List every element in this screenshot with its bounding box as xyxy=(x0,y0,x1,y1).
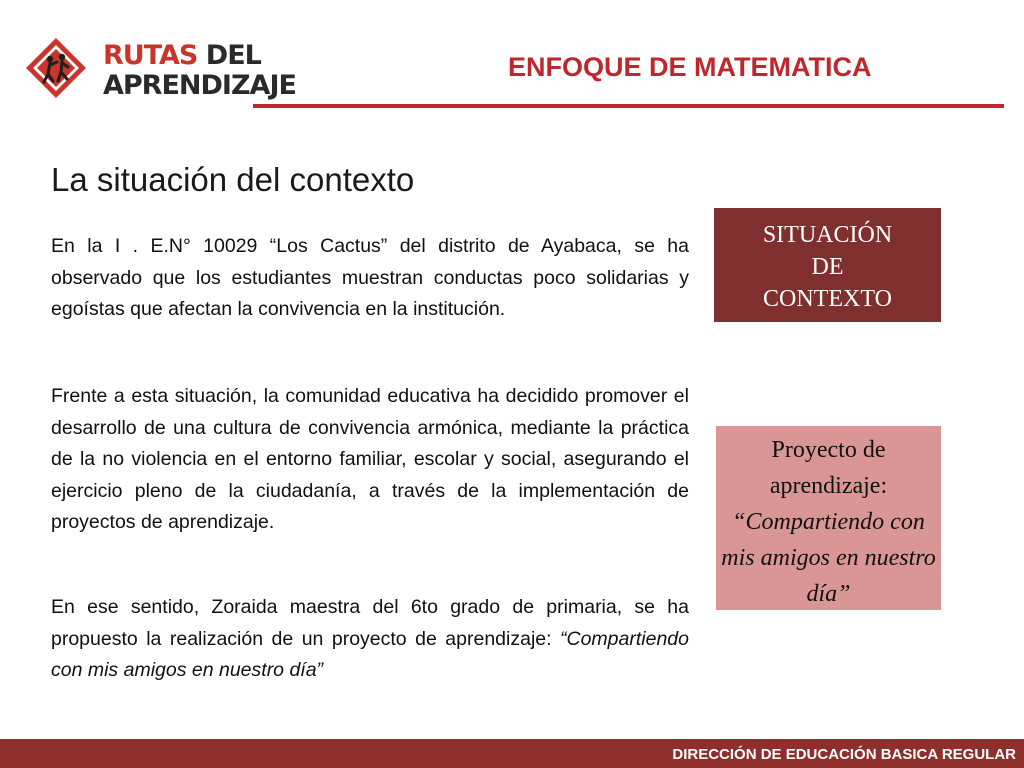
header-title: ENFOQUE DE MATEMATICA xyxy=(508,52,872,82)
situation-box xyxy=(714,208,941,322)
rutas-logo-icon xyxy=(24,36,88,100)
brand-word-rutas: RUTAS xyxy=(103,40,198,71)
footer-text: DIRECCIÓN DE EDUCACIÓN BASICA REGULAR xyxy=(672,746,1016,763)
brand-wordmark xyxy=(103,41,296,101)
paragraph-project xyxy=(51,592,689,687)
paragraph-context: En la I . E.N° 10029 “Los Cactus” del distrito de Ayabaca, se ha observado que los estudiantes muestran conductas poco solidarias y egoístas que afectan la convivencia en la institución. xyxy=(51,235,689,320)
project-box xyxy=(716,426,941,610)
brand-word-aprendizaje: APRENDIZAJE xyxy=(103,70,296,101)
project-box-line1: Proyecto de xyxy=(771,437,886,463)
paragraph-project-quote: “Compartiendo con mis amigos en nuestro día” xyxy=(51,627,689,681)
brand-word-del: DEL xyxy=(205,40,261,71)
paragraph-response: Frente a esta situación, la comunidad educativa ha decidido promover el desarrollo de una cultura de convivencia armónica, mediante la práctica de la no violencia en el entorno familiar, escolar y social, asegurando el ejercicio pleno de la ciudadanía, a través de la implementación de proyectos de aprendizaje. xyxy=(51,385,689,533)
situation-box-line2: DE xyxy=(811,254,844,280)
project-box-line2: aprendizaje: xyxy=(769,473,888,499)
footer-bar xyxy=(0,739,1024,768)
section-title: La situación del contexto xyxy=(51,161,415,198)
paragraph-project-lead: En ese sentido, Zoraida maestra del 6to grado de primaria, se ha propuesto la realización de un proyecto de aprendizaje: xyxy=(51,596,689,650)
situation-box-line1: SITUACIÓN xyxy=(762,222,893,248)
project-box-quote: “Compartiendo con mis amigos en nuestro día” xyxy=(721,509,936,607)
situation-box-line3: CONTEXTO xyxy=(763,286,892,312)
header-divider xyxy=(253,104,1004,108)
